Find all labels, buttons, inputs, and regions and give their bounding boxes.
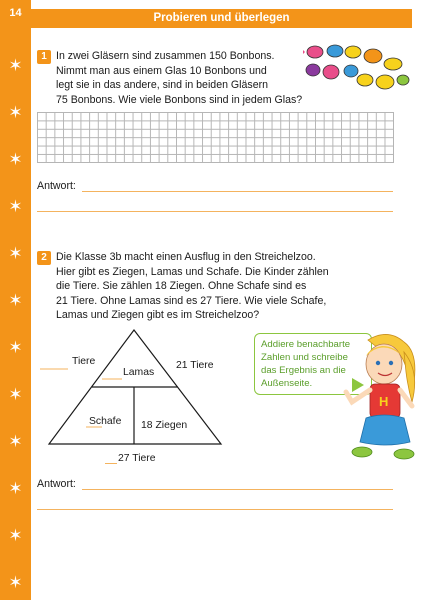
star-icon: ✶ bbox=[8, 385, 23, 404]
answer-line[interactable] bbox=[37, 211, 393, 212]
hint-line: das Ergebnis an die bbox=[261, 365, 346, 376]
hint-line: Außenseite. bbox=[261, 378, 313, 389]
task-2-line: die Tiere. Sie zählen 18 Ziegen. Ohne Schafe sind es bbox=[56, 280, 307, 292]
page-header: Probieren und überlegen bbox=[31, 9, 412, 27]
svg-text:H: H bbox=[379, 394, 389, 409]
star-icon: ✶ bbox=[8, 291, 23, 310]
girl-illustration bbox=[338, 332, 420, 472]
answer-line[interactable] bbox=[82, 489, 393, 490]
triangle-lamas-label: Lamas bbox=[123, 367, 155, 378]
star-icon: ✶ bbox=[8, 573, 23, 592]
star-icon: ✶ bbox=[8, 432, 23, 451]
star-icon: ✶ bbox=[8, 56, 23, 75]
star-icon: ✶ bbox=[8, 479, 23, 498]
task-1-number: 1 bbox=[37, 50, 51, 64]
task-1-line: Nimmt man aus einem Glas 10 Bonbons und bbox=[56, 64, 267, 77]
task-2-number: 2 bbox=[37, 251, 51, 265]
answer-line[interactable] bbox=[82, 191, 393, 192]
page-number: 14 bbox=[9, 7, 22, 19]
star-icon: ✶ bbox=[8, 150, 23, 169]
side-strip bbox=[0, 0, 31, 600]
task-2-line: 21 Tiere. Ohne Lamas sind es 27 Tiere. Wie viele Schafe, bbox=[56, 294, 327, 307]
task-2-line: Die Klasse 3b macht einen Ausflug in den Streichelzoo. bbox=[56, 251, 316, 263]
answer-line[interactable] bbox=[37, 509, 393, 510]
triangle-left-outside-label: Tiere bbox=[72, 356, 96, 367]
star-icon: ✶ bbox=[8, 103, 23, 122]
task-2-text bbox=[56, 250, 329, 323]
star-icon: ✶ bbox=[8, 197, 23, 216]
task-1-text bbox=[56, 49, 302, 107]
hint-line: Zahlen und schreibe bbox=[261, 352, 348, 363]
triangle-diagram bbox=[30, 320, 245, 450]
star-icon: ✶ bbox=[8, 526, 23, 545]
triangle-bottom-outside-label: 27 Tiere bbox=[118, 453, 156, 464]
task-2-line: Lamas und Ziegen gibt es im Streichelzoo? bbox=[56, 309, 260, 321]
task-1-line: 75 Bonbons. Wie viele Bonbons sind in jedem Glas? bbox=[56, 93, 303, 106]
triangle-bottom-blank[interactable] bbox=[105, 463, 117, 464]
task-2-line: Hier gibt es Ziegen, Lamas und Schafe. Die Kinder zählen bbox=[56, 265, 329, 278]
star-icon: ✶ bbox=[8, 338, 23, 357]
task-2-answer-label: Antwort: bbox=[37, 478, 76, 490]
triangle-schafe-label: Schafe bbox=[89, 416, 122, 427]
task-1-answer-label: Antwort: bbox=[37, 180, 76, 192]
hint-line: Addiere benachbarte bbox=[261, 339, 351, 350]
triangle-right-outside-label: 21 Tiere bbox=[176, 360, 214, 371]
task-1-line: In zwei Gläsern sind zusammen 150 Bonbons. bbox=[56, 50, 275, 62]
calculation-grid[interactable] bbox=[37, 112, 394, 163]
triangle-ziegen-label: 18 Ziegen bbox=[141, 420, 188, 431]
header-underline bbox=[31, 27, 412, 28]
star-icon: ✶ bbox=[8, 244, 23, 263]
candy-icon bbox=[303, 42, 411, 94]
task-1-line: legt sie in das andere, sind in beiden Gläsern bbox=[56, 79, 269, 91]
